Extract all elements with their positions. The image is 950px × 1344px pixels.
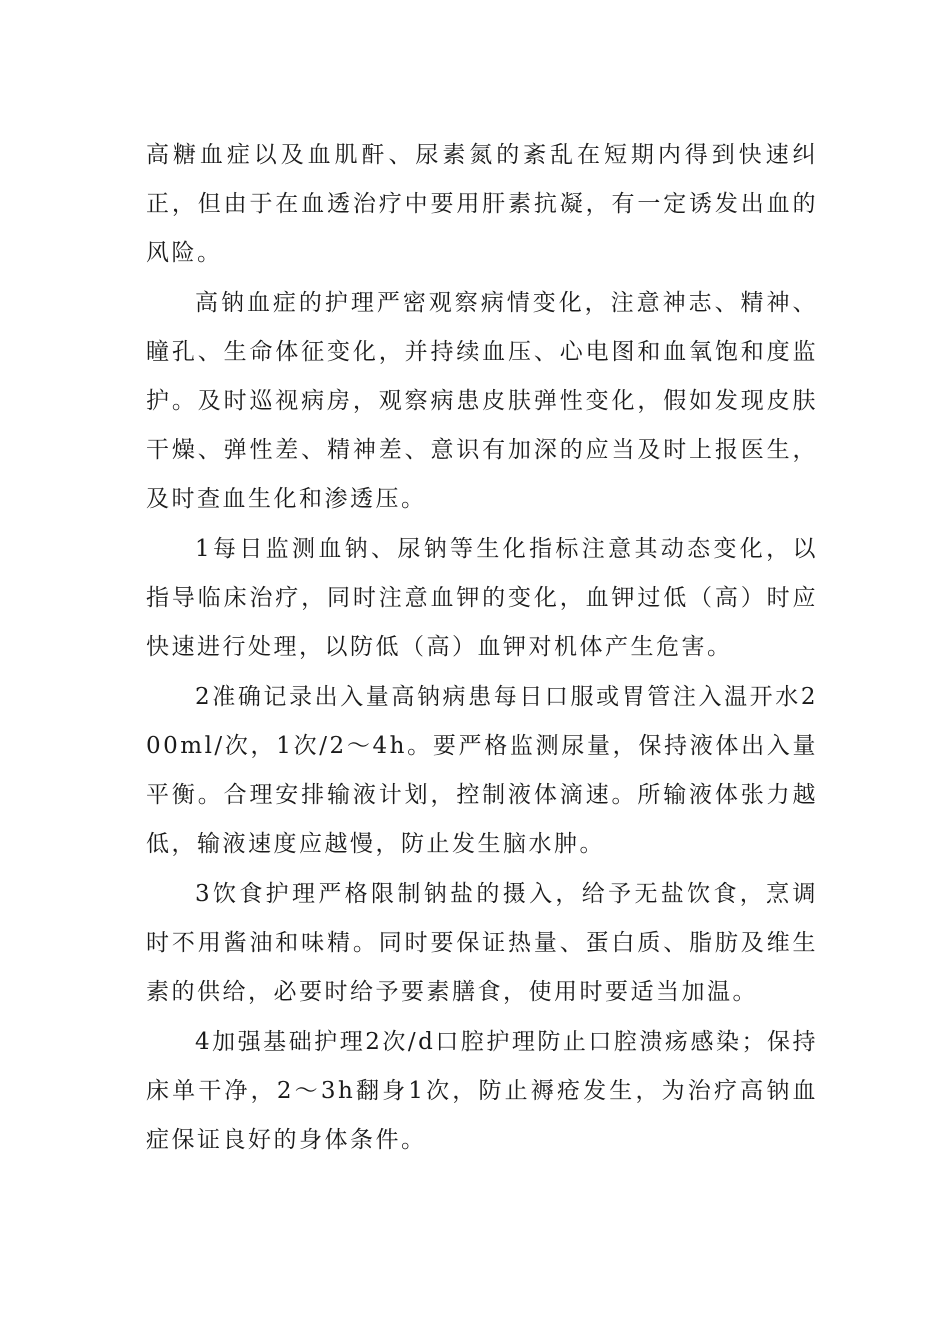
- paragraph-1: 高糖血症以及血肌酐、尿素氮的紊乱在短期内得到快速纠正，但由于在血透治疗中要用肝素抗凝，有一定诱发出血的风险。: [146, 142, 818, 266]
- paragraph-4: 2准确记录出入量高钠病患每日口服或胃管注入温开水200ml/次，1次/2～4h。要严格监测尿量，保持液体出入量平衡。合理安排输液计划，控制液体滴速。所输液体张力越低，输液速度应越慢，防止发生脑水肿。: [146, 684, 818, 857]
- paragraph-2: 高钠血症的护理严密观察病情变化，注意神志、精神、瞳孔、生命体征变化，并持续血压、心电图和血氧饱和度监护。及时巡视病房，观察病患皮肤弹性变化，假如发现皮肤干燥、弹性差、精神差、意识有加深的应当及时上报医生，及时查血生化和渗透压。: [146, 290, 818, 512]
- paragraph-6: 4加强基础护理2次/d口腔护理防止口腔溃疡感染；保持床单干净，2～3h翻身1次，防止褥疮发生，为治疗高钠血症保证良好的身体条件。: [146, 1029, 818, 1153]
- document-body: [146, 131, 818, 1165]
- paragraph-5: 3饮食护理严格限制钠盐的摄入，给予无盐饮食，烹调时不用酱油和味精。同时要保证热量、蛋白质、脂肪及维生素的供给，必要时给予要素膳食，使用时要适当加温。: [146, 881, 818, 1005]
- paragraph-3: 1每日监测血钠、尿钠等生化指标注意其动态变化，以指导临床治疗，同时注意血钾的变化，血钾过低（高）时应快速进行处理，以防低（高）血钾对机体产生危害。: [146, 536, 818, 660]
